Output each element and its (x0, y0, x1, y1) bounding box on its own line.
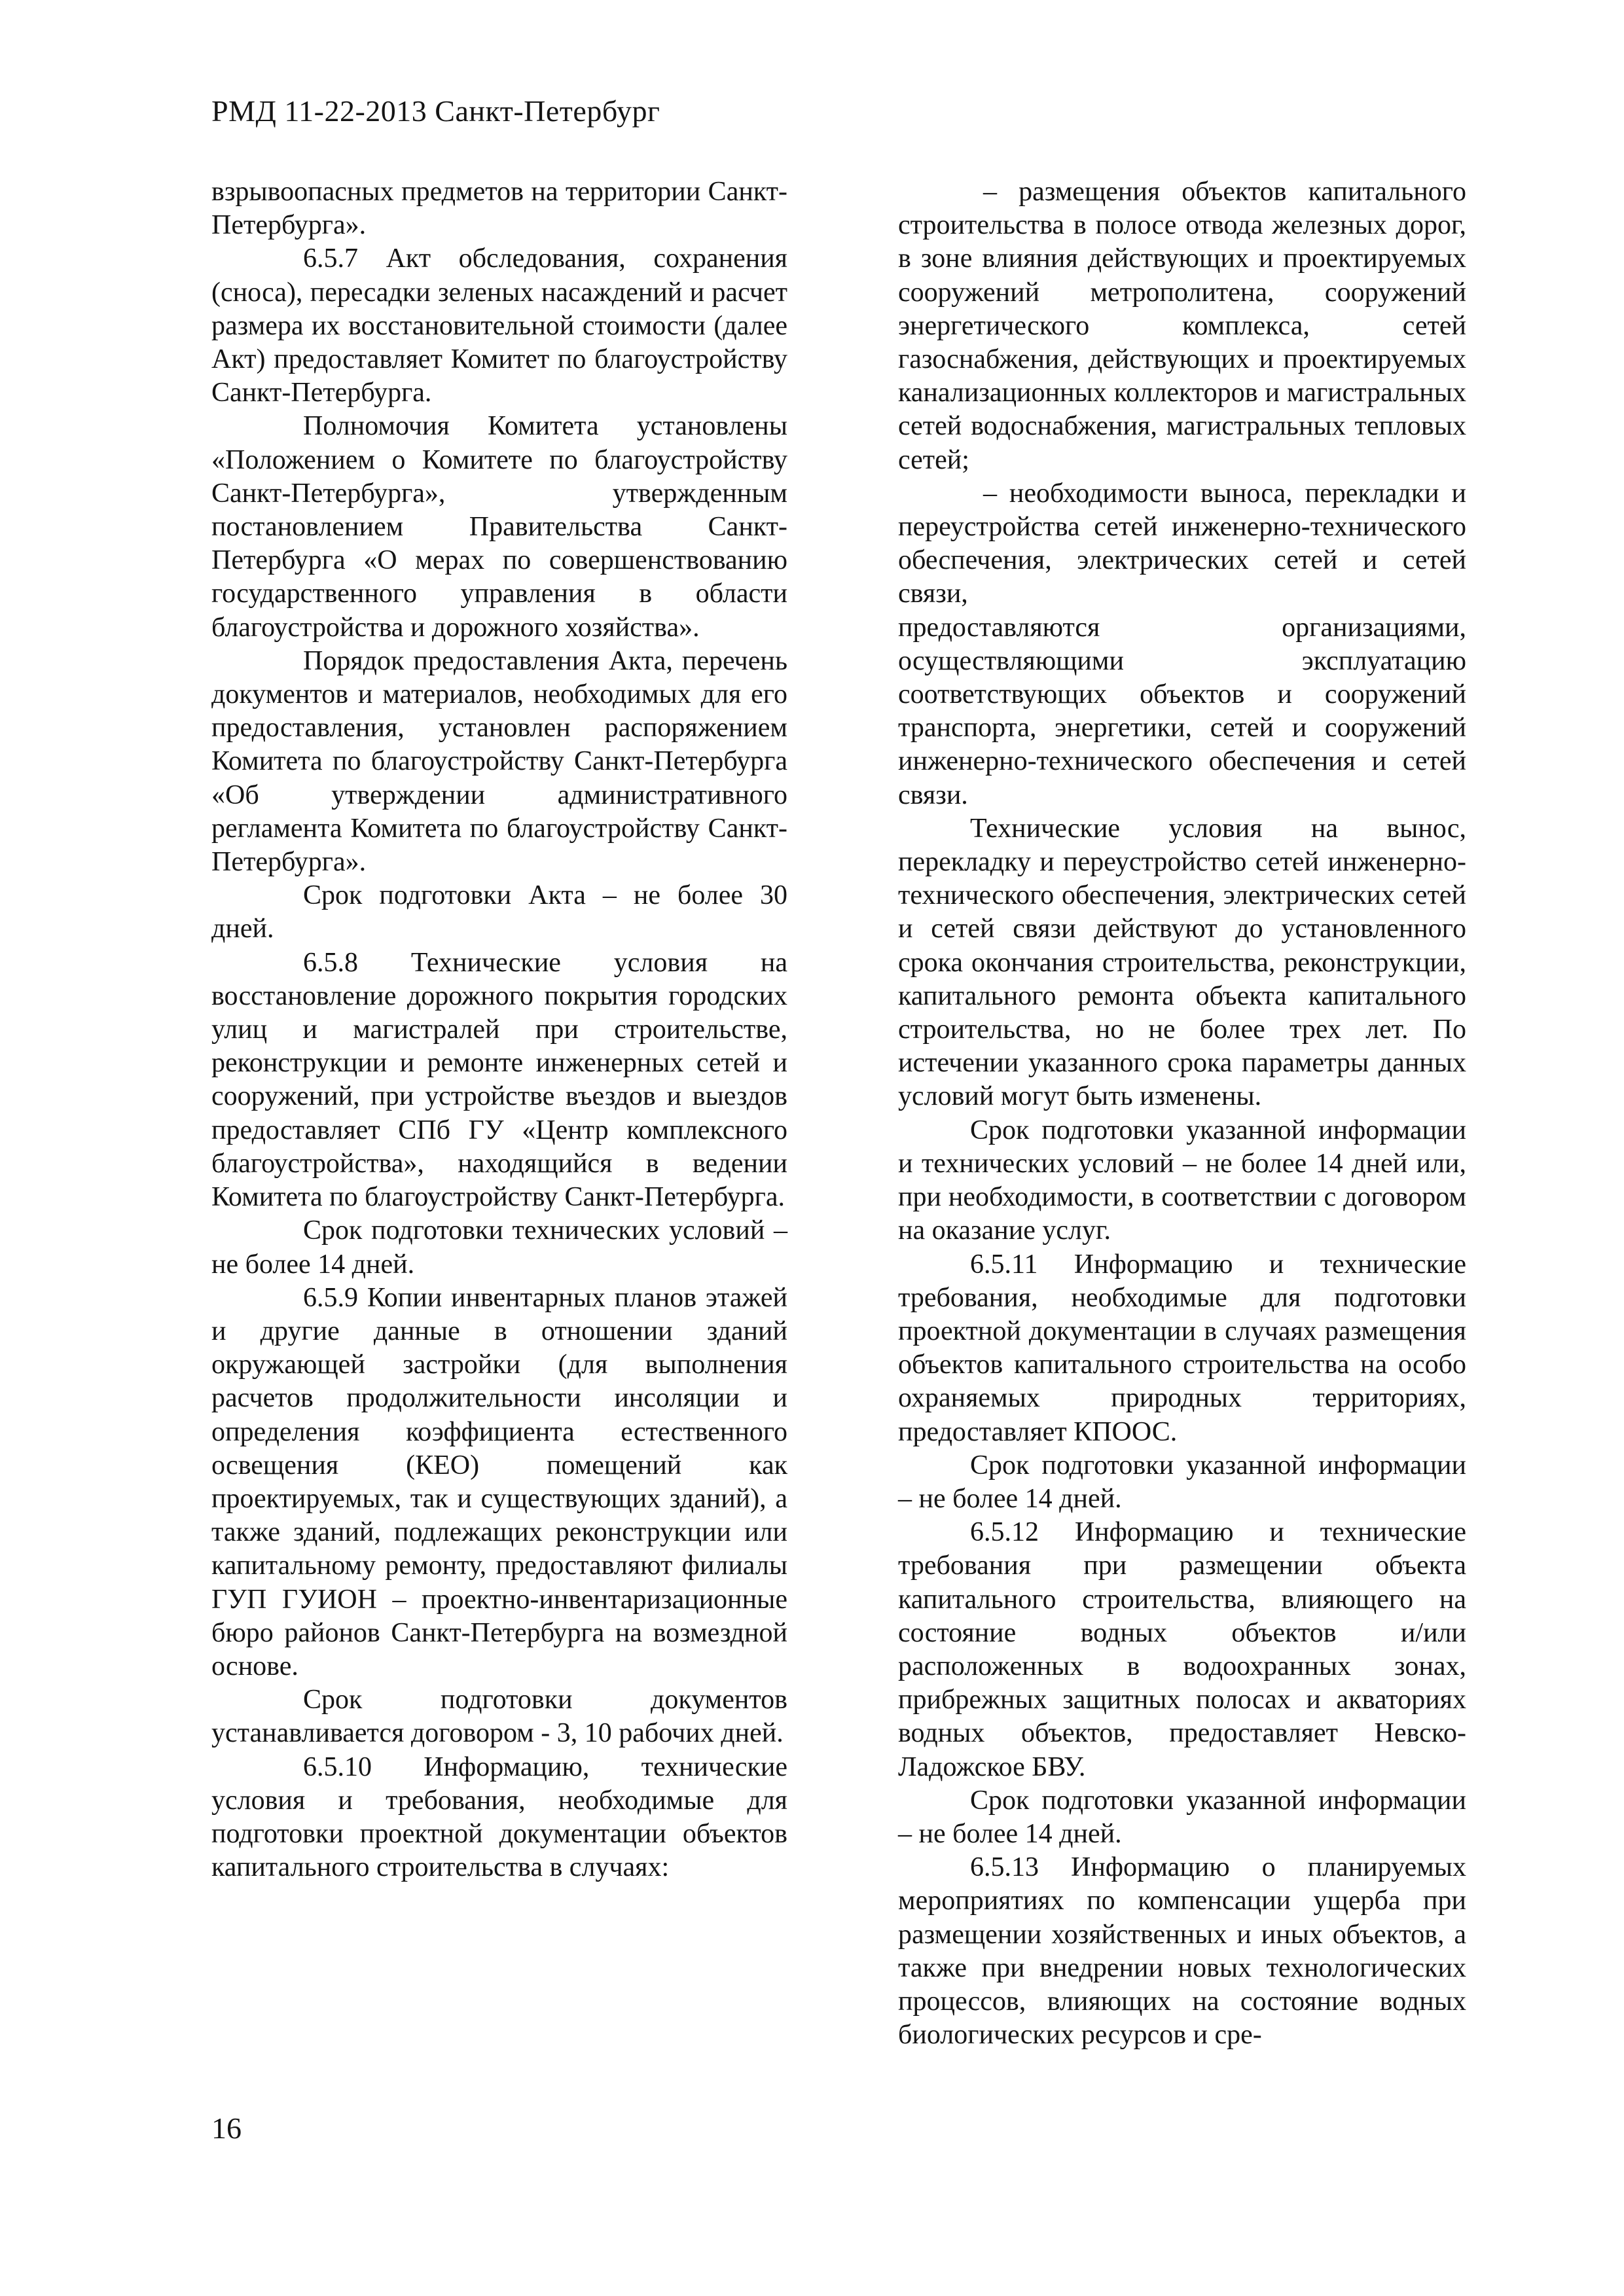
paragraph: 6.5.12 Информацию и технические требования при размещении объекта капитального строительства, влияющего на состояние водных объектов и/или расположенных в водоохранных зонах, прибрежных защитных полосах и акваториях водных объектов, предоставляет Невско-Ладожское БВУ. (898, 1517, 1466, 1782)
paragraph: 6.5.7 Акт обследования, сохранения (сноса), пересадки зеленых насаждений и расчет размера их восстановительной стоимости (далее Акт) предоставляет Комитет по благоустройству Санкт-Петербурга. (211, 243, 787, 408)
list-item: – размещения объектов капитального строительства в полосе отвода железных дорог, в зоне влияния действующих и проектируемых сооружений метрополитена, сооружений энергетического комплекса, сетей газоснабжения, действующих и проектируемых канализационных коллекторов и магистральных сетей водоснабжения, магистральных тепловых сетей; (898, 177, 1466, 475)
paragraph: Порядок предоставления Акта, перечень документов и материалов, необходимых для его предоставления, установлен распоряжением Комитета по благоустройству Санкт-Петербурга «Об утверждении административного регламента Комитета по благоустройству Санкт-Петербурга». (211, 645, 787, 878)
running-header: РМД 11-22-2013 Санкт-Петербург (211, 94, 660, 128)
paragraph: Срок подготовки документов устанавливается договором - 3, 10 рабочих дней. (211, 1685, 787, 1749)
paragraph: Технические условия на вынос, перекладку и переустройство сетей инженерно-технического обеспечения, электрических сетей и сетей связи действуют до установленного срока окончания строительства, реконструкции, капитального ремонта объекта капитального строительства, но не более трех лет. По истечении указанного срока параметры данных условий могут быть изменены. (898, 813, 1466, 1112)
paragraph: Срок подготовки указанной информации – не более 14 дней. (898, 1450, 1466, 1514)
paragraph: предоставляются организациями, осуществляющими эксплуатацию соответствующих объектов и сооружений транспорта, энергетики, сетей и сооружений инженерно-технического обеспечения и сетей связи. (898, 612, 1466, 810)
paragraph: Полномочия Комитета установлены «Положением о Комитете по благоустройству Санкт-Петербурга», утвержденным постановлением Правительства Санкт-Петербурга «О мерах по совершенствованию государственного управления в области благоустройства и дорожного хозяйства». (211, 411, 787, 643)
paragraph: Срок подготовки указанной информации и технических условий – не более 14 дней или, при необходимости, в соответствии с договором на оказание услуг. (898, 1115, 1466, 1246)
paragraph: 6.5.9 Копии инвентарных планов этажей и другие данные в отношении зданий окружающей застройки (для выполнения расчетов продолжительности инсоляции и определения коэффициента естественного освещения (КЕО) помещений как проектируемых, так и существующих зданий), а также зданий, подлежащих реконструкции или капитальному ремонту, предоставляют филиалы ГУП ГУИОН – проектно-инвентаризационные бюро районов Санкт-Петербурга на возмездной основе. (211, 1282, 787, 1681)
paragraph: 6.5.8 Технические условия на восстановление дорожного покрытия городских улиц и магистралей при строительстве, реконструкции и ремонте инженерных сетей и сооружений, при устройстве въездов и выездов предоставляет СПб ГУ «Центр комплексного благоустройства», находящийся в ведении Комитета по благоустройству Санкт-Петербурга. (211, 947, 787, 1213)
list-item: – необходимости выноса, перекладки и переустройства сетей инженерно-технического обеспечения, электрических сетей и сетей связи, (898, 478, 1466, 609)
paragraph: Срок подготовки указанной информации – не более 14 дней. (898, 1785, 1466, 1849)
right-column (898, 175, 1466, 2052)
paragraph: Срок подготовки Акта – не более 30 дней. (211, 880, 787, 944)
paragraph: взрывоопасных предметов на территории Санкт-Петербурга». (211, 177, 787, 241)
paragraph: Срок подготовки технических условий – не более 14 дней. (211, 1215, 787, 1280)
left-column (211, 175, 787, 1884)
paragraph: 6.5.10 Информацию, технические условия и требования, необходимые для подготовки проектной документации объектов капитального строительства в случаях: (211, 1751, 787, 1883)
paragraph: 6.5.11 Информацию и технические требования, необходимые для подготовки проектной документации в случаях размещения объектов капитального строительства на особо охраняемых природных территориях, предоставляет КПООС. (898, 1249, 1466, 1447)
paragraph: 6.5.13 Информацию о планируемых мероприятиях по компенсации ущерба при размещении хозяйственных и иных объектов, а также при внедрении новых технологических процессов, влияющих на состояние водных биологических ресурсов и сре- (898, 1852, 1466, 2051)
page-number: 16 (211, 2111, 242, 2145)
